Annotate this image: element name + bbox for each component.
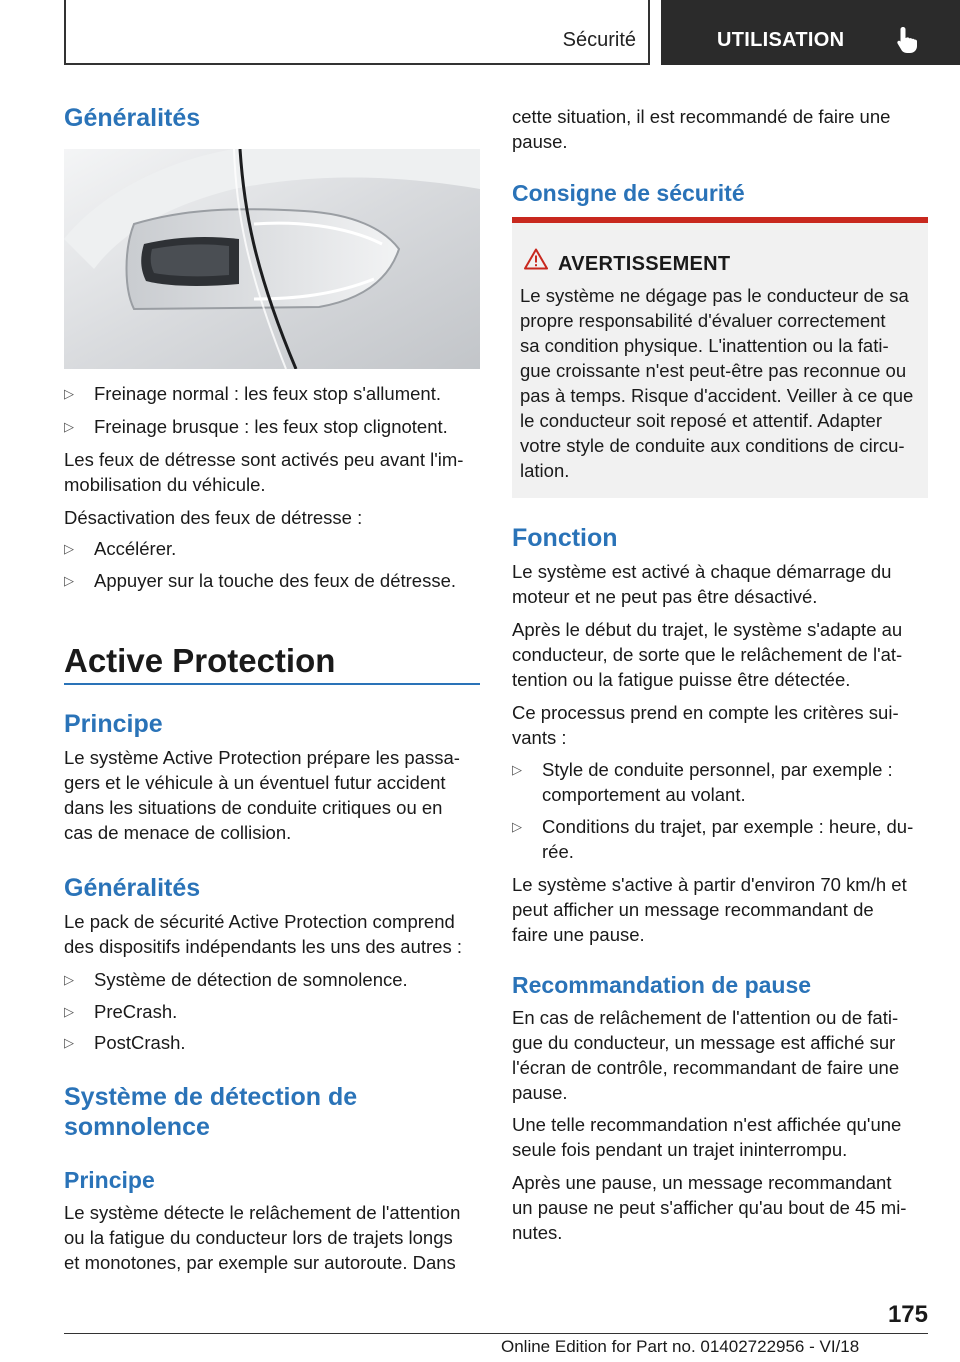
taillight-illustration <box>64 149 480 369</box>
footer-edition: Online Edition for Part no. 01402722956 - VI/18 <box>501 1337 860 1356</box>
list-item: ▷ Freinage normal : les feux stop s'allument. <box>64 383 441 404</box>
paragraph-fonction-2: Après le début du trajet, le système s'adapte au conducteur, de sorte que le relâchement de l'at- tention ou la fatigue puisse être détectée. <box>512 619 903 690</box>
header-section-box <box>64 0 650 65</box>
paragraph-pause-2: Une telle recommandation n'est affichée qu'une seule fois pendant un trajet ininterrompu. <box>512 1114 902 1160</box>
paragraph-fonction-3: Ce processus prend en compte les critères sui- vants : <box>512 702 899 748</box>
heading-generalites: Généralités <box>64 104 201 132</box>
triangle-bullet-icon: ▷ <box>64 541 74 556</box>
heading-pause-recommendation: Recommandation de pause <box>512 972 812 998</box>
list-item: ▷ Freinage brusque : les feux stop clignotent. <box>64 416 448 437</box>
heading-generalites-2: Généralités <box>64 874 201 902</box>
paragraph-hazard-lights: Les feux de détresse sont activés peu avant l'im- mobilisation du véhicule. <box>64 449 464 495</box>
header-section-title: Sécurité <box>562 29 636 51</box>
list-item: ▷ Accélérer. <box>64 538 177 559</box>
list-item: ▷ Appuyer sur la touche des feux de détresse. <box>64 570 456 591</box>
list-item: ▷ PostCrash. <box>64 1032 186 1053</box>
header-chapter-title: UTILISATION <box>717 29 845 51</box>
heading-drowsiness-detection: Système de détection de somnolence <box>64 1083 358 1141</box>
paragraph-generalites: Le pack de sécurité Active Protection comprend des dispositifs indépendants les uns des autres : <box>64 911 462 957</box>
triangle-bullet-icon: ▷ <box>64 972 74 987</box>
warning-text: Le système ne dégage pas le conducteur de sa propre responsabilité d'évaluer correctement sa condition physique. L'inattention ou la fati- gue croissante n'est peut-être pas reconnue ou pas à temps. Risque d'accident. Veiller à ce que le conducteur soit reposé et attentif. Adapter votre style de conduite aux conditions de circu- lation. <box>520 285 914 481</box>
triangle-bullet-icon: ▷ <box>512 819 522 834</box>
list-item: ▷ Conditions du trajet, par exemple : heure, du- rée. <box>512 816 914 862</box>
paragraph-pause-1: En cas de relâchement de l'attention ou de fati- gue du conducteur, un message est affiché sur l'écran de contrôle, recommandant de faire une pause. <box>512 1007 900 1103</box>
list-item: ▷ PreCrash. <box>64 1001 178 1022</box>
paragraph-pause-3: Après une pause, un message recommandant un pause ne peut s'afficher qu'au bout de 45 mi- nutes. <box>512 1172 907 1243</box>
header-chapter-tab[interactable] <box>661 0 960 65</box>
triangle-bullet-icon: ▷ <box>64 1035 74 1050</box>
paragraph-fonction-1: Le système est activé à chaque démarrage du moteur et ne peut pas être désactivé. <box>512 561 892 607</box>
triangle-bullet-icon: ▷ <box>64 1004 74 1019</box>
paragraph-continuation: cette situation, il est recommandé de faire une pause. <box>512 106 891 152</box>
paragraph-principe: Le système Active Protection prépare les passa- gers et le véhicule à un éventuel futur accident dans les situations de conduite critiques ou en cas de menace de collision. <box>64 747 460 843</box>
warning-triangle-icon <box>524 248 548 270</box>
heading-rule <box>64 683 480 685</box>
heading-principe-2: Principe <box>64 1167 155 1193</box>
paragraph-fonction-4: Le système s'active à partir d'environ 70 km/h et peut afficher un message recommandant de faire une pause. <box>512 874 907 945</box>
paragraph-principe-2: Le système détecte le relâchement de l'attention ou la fatigue du conducteur lors de trajets longs et monotones, par exemple sur autoroute. Dans <box>64 1202 461 1273</box>
triangle-bullet-icon: ▷ <box>64 419 74 434</box>
list-item: ▷ Style de conduite personnel, par exemple : comportement au volant. <box>512 759 893 805</box>
footer-rule <box>64 1333 928 1334</box>
warning-box <box>512 217 928 498</box>
heading-principe: Principe <box>64 710 163 738</box>
list-item: ▷ Système de détection de somnolence. <box>64 969 408 990</box>
taillight-photo <box>64 149 480 369</box>
page-number: 175 <box>887 1301 928 1328</box>
triangle-bullet-icon: ▷ <box>64 386 74 401</box>
heading-fonction: Fonction <box>512 524 618 552</box>
pointing-hand-icon <box>894 25 924 55</box>
heading-active-protection: Active Protection <box>64 642 336 679</box>
heading-safety-instruction: Consigne de sécurité <box>512 180 745 206</box>
warning-title: AVERTISSEMENT <box>558 253 731 275</box>
triangle-bullet-icon: ▷ <box>64 573 74 588</box>
triangle-bullet-icon: ▷ <box>512 762 522 777</box>
paragraph-deactivation: Désactivation des feux de détresse : <box>64 507 363 528</box>
